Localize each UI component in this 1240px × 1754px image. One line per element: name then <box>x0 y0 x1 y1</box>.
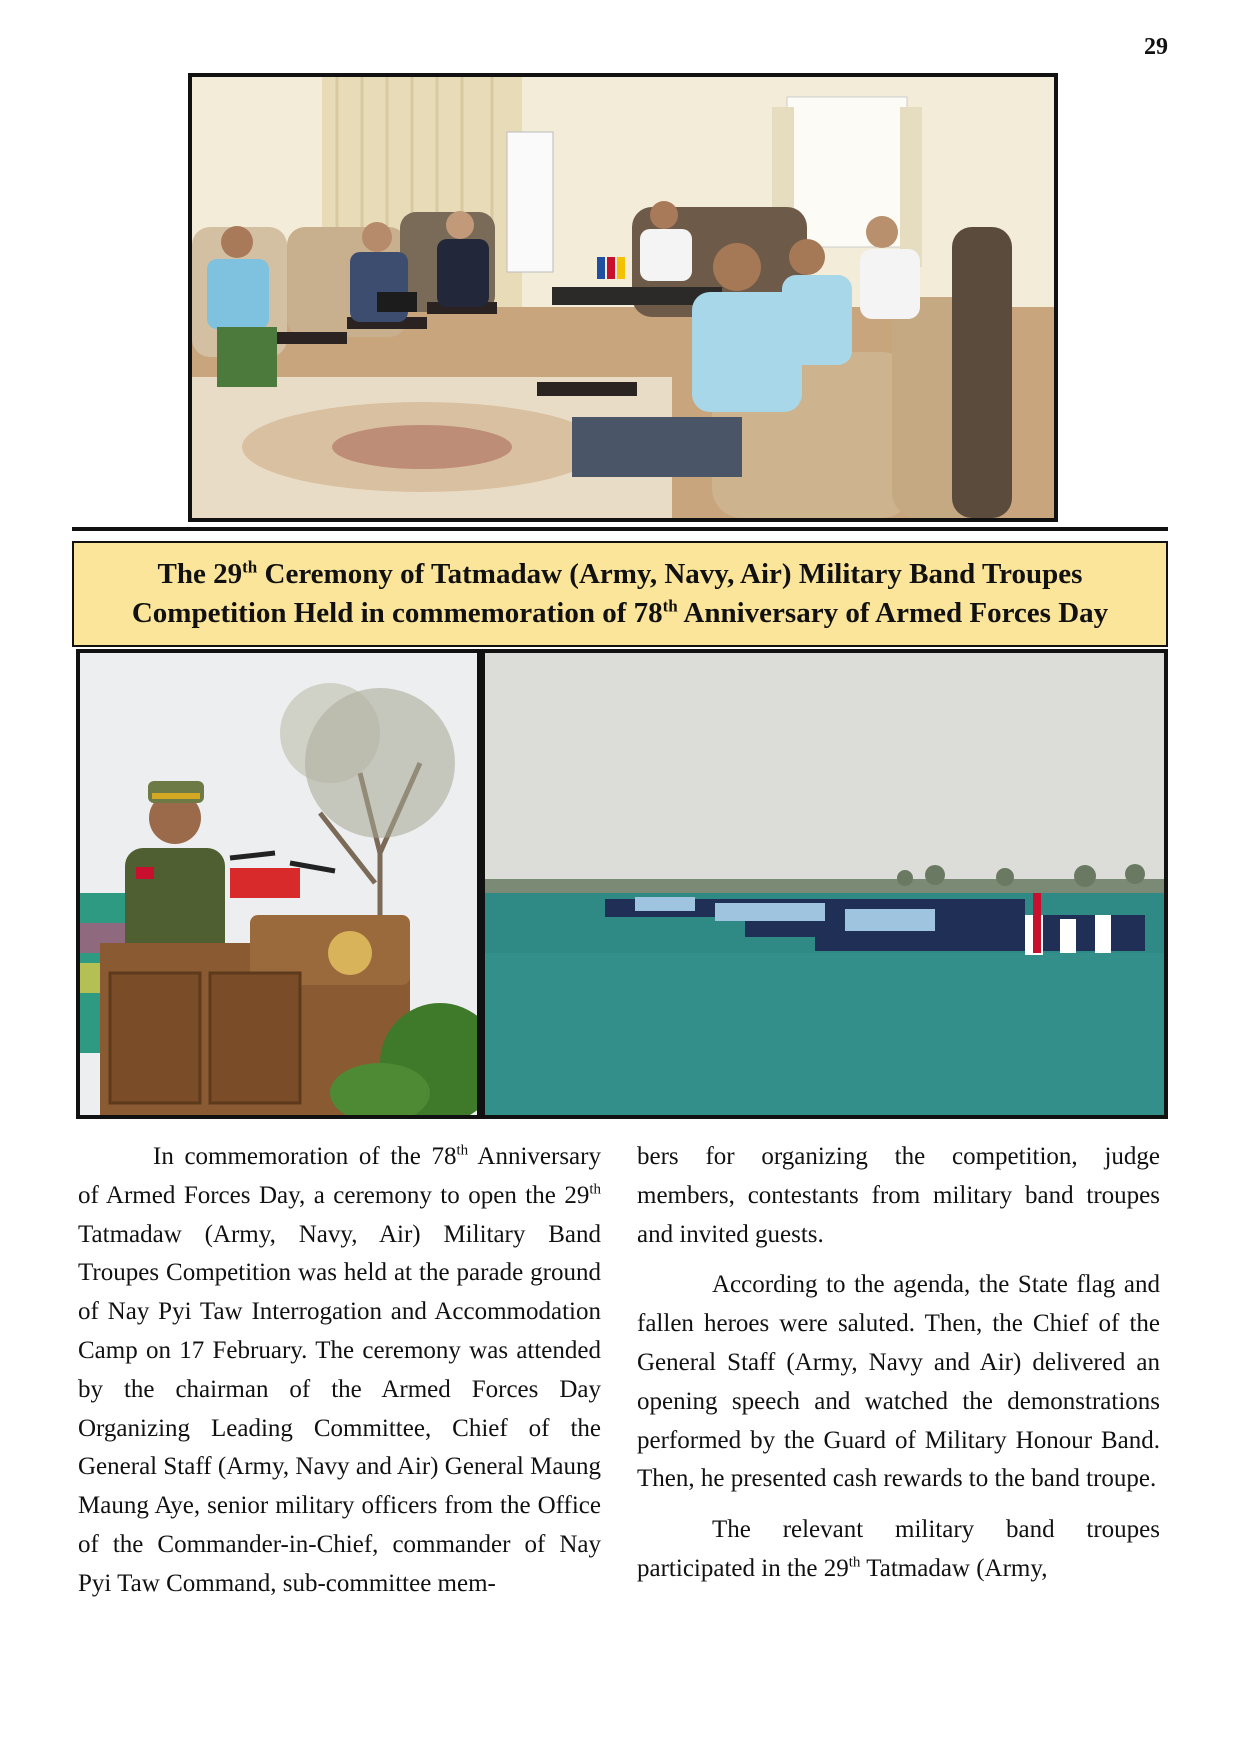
meeting-photo-illustration <box>192 77 1054 518</box>
article-paragraph: The relevant military band troupes participated in the 29th Tatmadaw (Army, <box>637 1516 1160 1582</box>
article-paragraph: In commemoration of the 78th Anniversary of Armed Forces Day, a ceremony to open the 29th Tatmadaw (Army, Navy, Air) Military Band Troupes Competition was held at the parade ground of Nay Pyi Taw Interrogation and Accommodation Camp on 17 February. The ceremony was attended by the chairman of the Armed Forces Day Organizing Leading Committee, Chief of the General Staff (Army, Navy and Air) General Maung Maung Aye, senior military officers from the Office of the Commander-in-Chief, commander of Nay Pyi Taw Command, sub-committee mem- <box>78 1142 601 1597</box>
headline-box <box>72 541 1168 647</box>
meeting-photo <box>188 73 1058 522</box>
speech-photo <box>76 649 481 1119</box>
headline-line-1: The 29th Ceremony of Tatmadaw (Army, Navy, Air) Military Band Troupes <box>157 557 1083 590</box>
article-paragraph: bers for organizing the competition, judge members, contestants from military band troupes and invited guests. <box>637 1143 1160 1248</box>
article-column-right <box>637 1138 1160 1601</box>
parade-photo-illustration <box>485 653 1164 1115</box>
article-paragraph: According to the agenda, the State flag and fallen heroes were saluted. Then, the Chief of the General Staff (Army, Navy and Air) delivered an opening speech and watched the demonstrations performed by the Guard of Military Honour Band. Then, he presented cash rewards to the band troupe. <box>637 1271 1160 1493</box>
parade-photo <box>481 649 1168 1119</box>
section-divider <box>72 527 1168 531</box>
speech-photo-illustration <box>80 653 477 1115</box>
headline-line-2: Competition Held in commemoration of 78th Anniversary of Armed Forces Day <box>131 596 1109 629</box>
article-column-left <box>78 1138 601 1616</box>
page-number: 29 <box>1144 34 1168 60</box>
